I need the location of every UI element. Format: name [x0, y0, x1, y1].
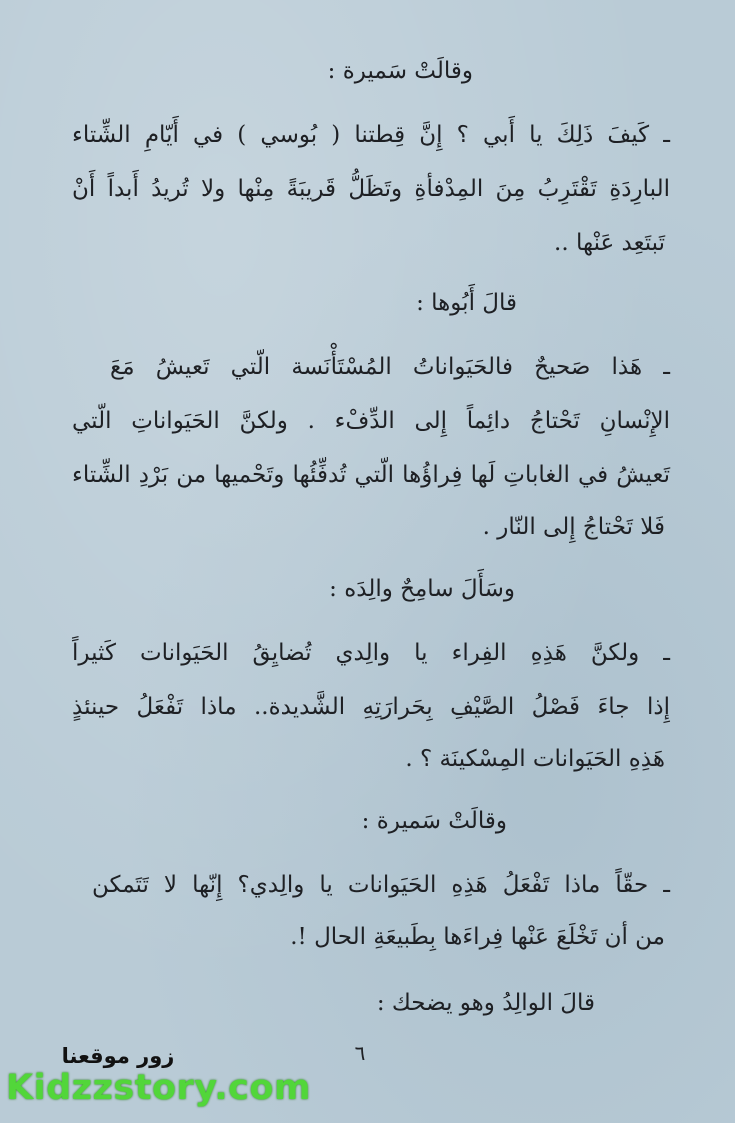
page-number: ٦ [354, 1041, 366, 1065]
text-line: ـ كَيفَ ذَلِكَ يا أَبي ؟ إِنَّ قِطتنا ( بُوسي ) في أَيّامِ الشِّتاء [72, 122, 670, 148]
watermark-site-logo: Kidzzstory.com [6, 1068, 311, 1108]
dialogue-intro-line: وقالَتْ سَميرة : [361, 808, 507, 834]
text-line: البارِدَةِ تَقْتَرِبُ مِنَ المِدْفأةِ وتَظَلُّ قَريبَةً مِنْها ولا تُريدُ أَبداً أَنْ [72, 176, 670, 202]
dialogue-intro-line: وقالَتْ سَميرة : [327, 58, 473, 84]
text-line: فَلا تَحْتاجُ إِلى النّار . [482, 514, 665, 540]
text-line: ـ حقّاً ماذا تَفْعَلُ هَذِهِ الحَيَوانات يا والِدي؟ إِنّها لا تَتَمكن [92, 872, 670, 898]
text-line: ـ هَذا صَحيحٌ فالحَيَواناتُ المُسْتَأْنَسة الّتي تَعيشُ مَعَ [110, 354, 670, 380]
watermark-visit-text: زور موقعنا [61, 1044, 175, 1068]
text-line: تَبتَعِد عَنْها .. [554, 230, 665, 256]
dialogue-intro-line: قالَ أَبُوها : [416, 290, 517, 316]
text-line: تَعيشُ في الغاباتِ لَها فِراؤُها الّتي تُدفِّئُها وتَحْميها من بَرْدِ الشِّتاء [72, 462, 670, 488]
text-line: ـ ولكنَّ هَذِهِ الفِراء يا والِدي تُضايِقُ الحَيَوانات كَثيراً [72, 640, 670, 666]
text-line: الإِنْسانِ تَحْتاجُ دائِماً إِلى الدِّفْء . ولكنَّ الحَيَواناتِ الّتي [72, 408, 670, 434]
text-line: من أن تَخْلَعَ عَنْها فِراءَها بِطَبيعَةِ الحال !. [290, 924, 665, 950]
dialogue-intro-line: قالَ الوالِدُ وهو يضحك : [376, 990, 595, 1016]
text-line: إِذا جاءَ فَصْلُ الصَّيْفِ بِحَرارَتِهِ الشَّديدة.. ماذا تَفْعَلُ حينئذٍ [72, 694, 670, 720]
dialogue-intro-line: وسَأَلَ سامِحٌ والِدَه : [329, 576, 515, 602]
text-line: هَذِهِ الحَيَوانات المِسْكينَة ؟ . [405, 746, 665, 772]
